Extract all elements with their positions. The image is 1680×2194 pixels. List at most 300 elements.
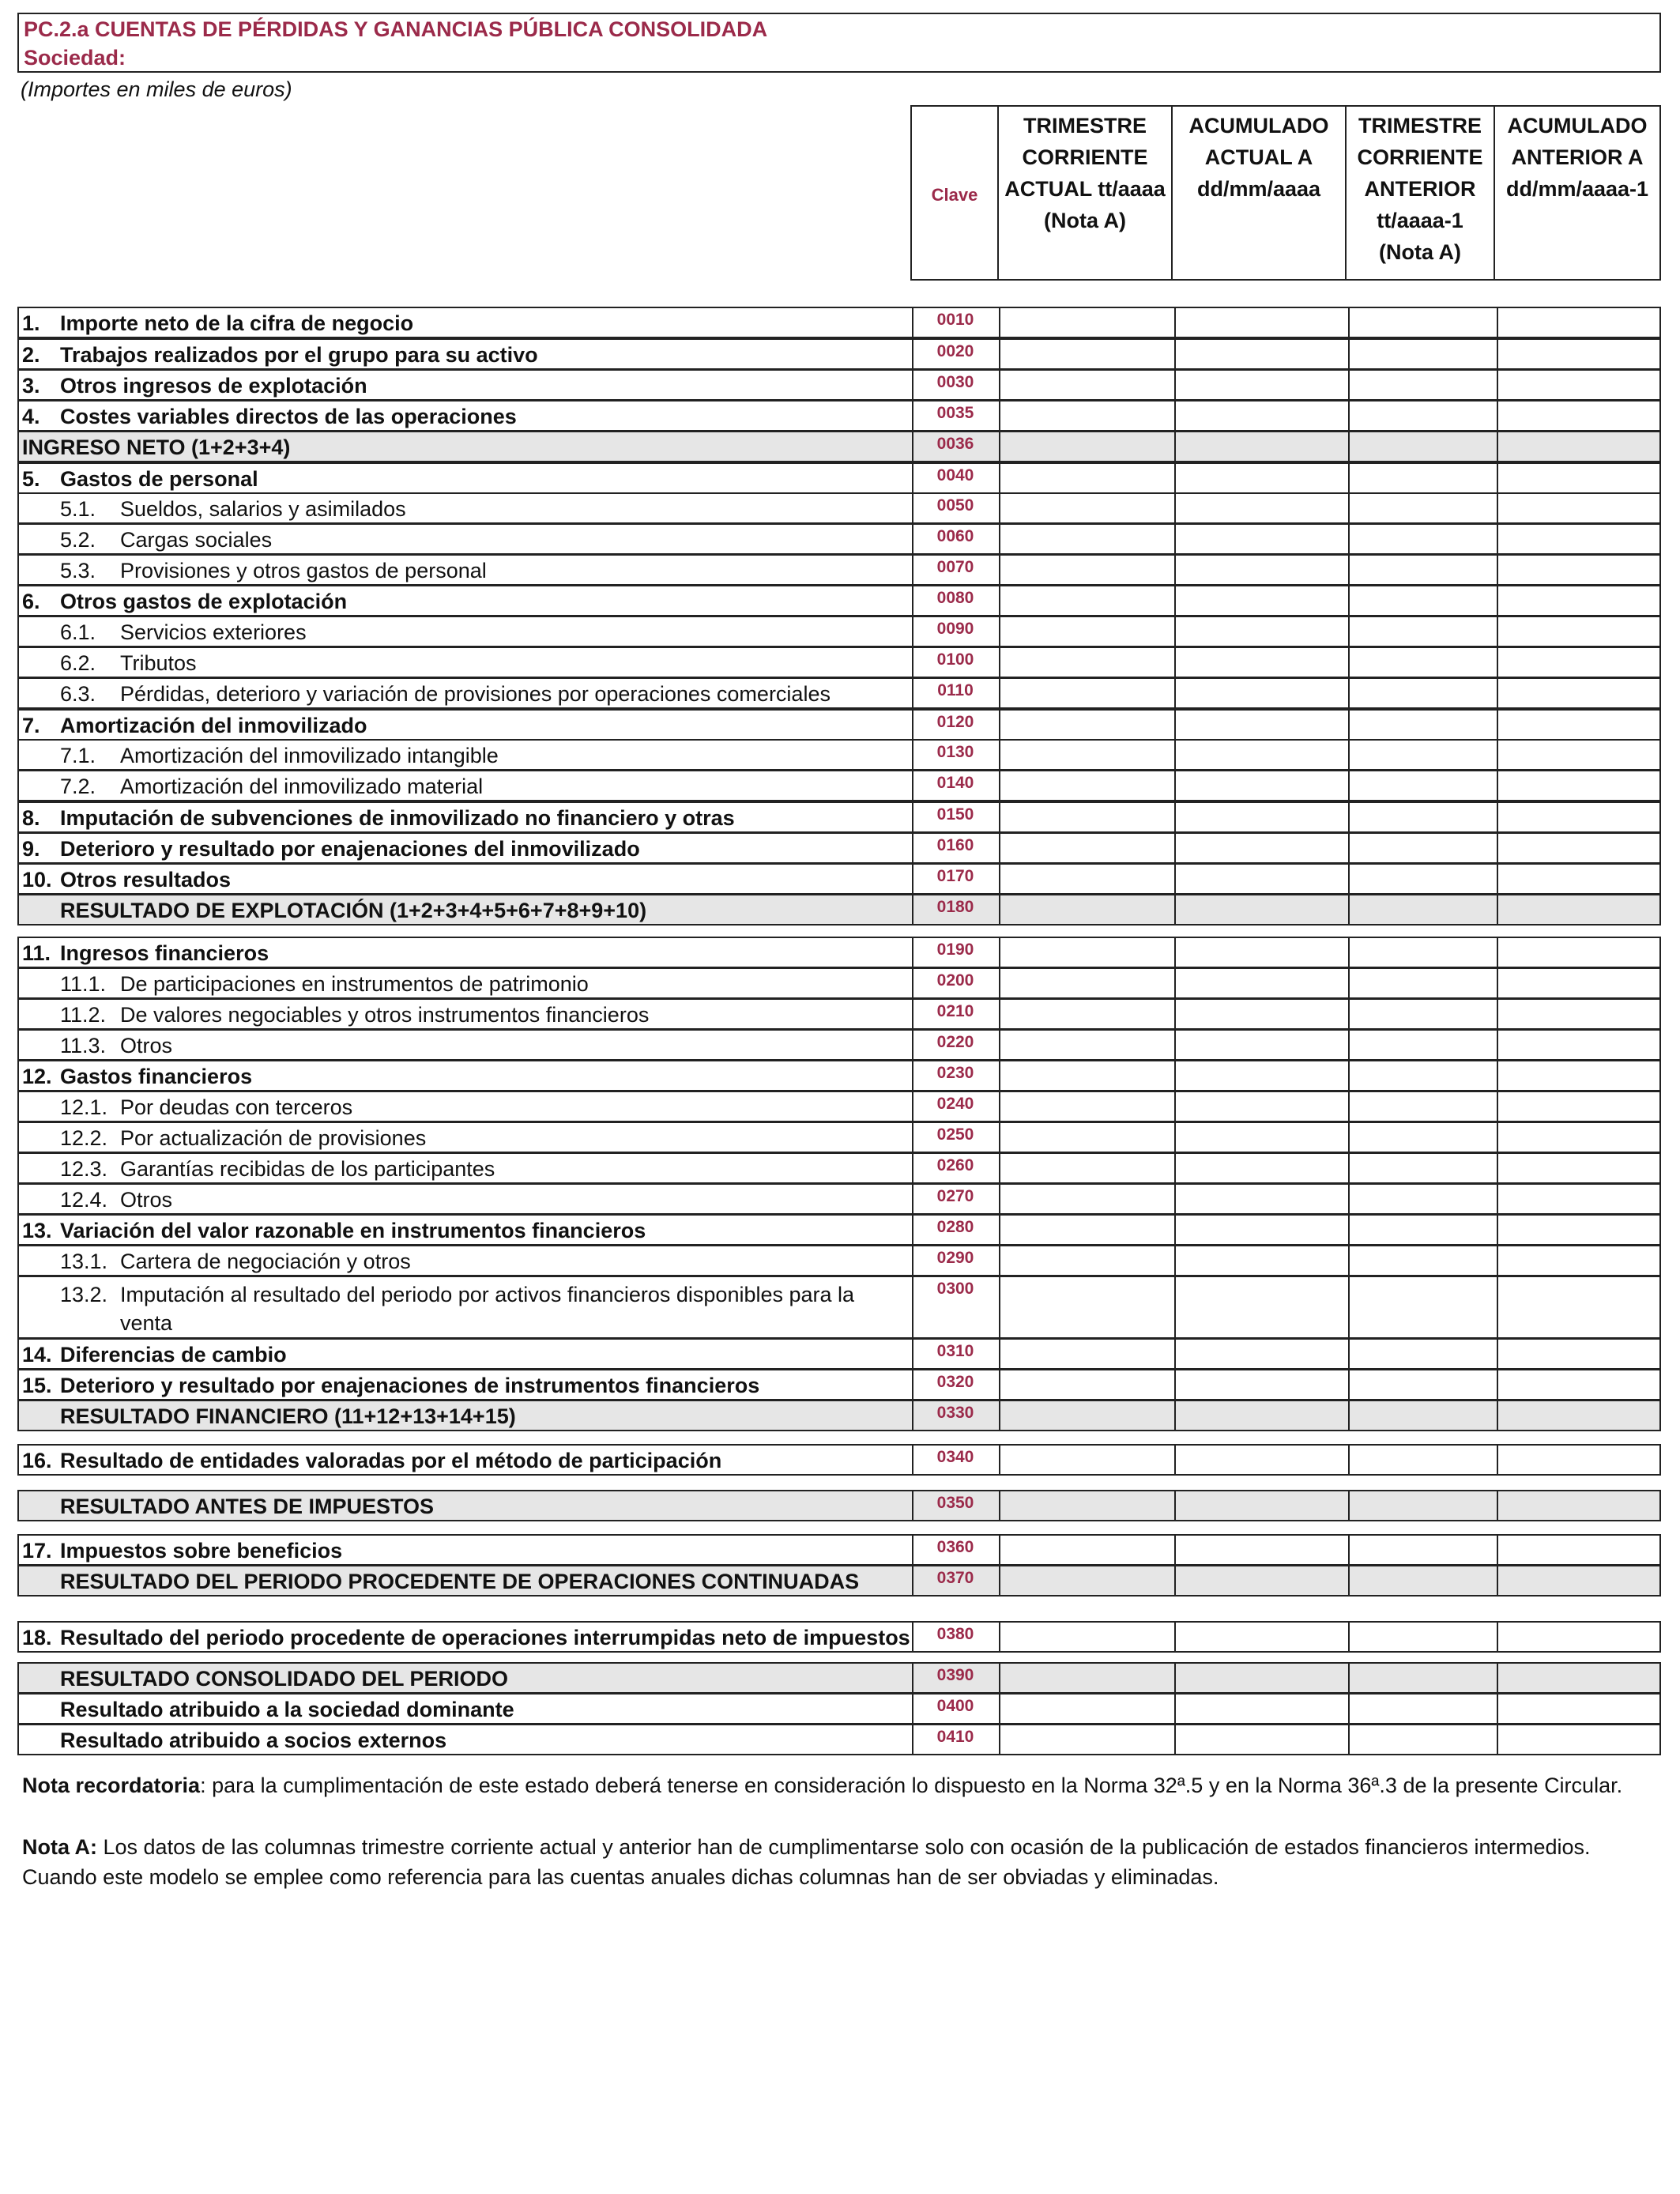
table-row	[17, 1369, 1661, 1400]
table-row	[17, 1060, 1661, 1091]
value-cell[interactable]	[1497, 679, 1661, 707]
col-header-line: dd/mm/aaaa	[1196, 177, 1321, 201]
row-label	[60, 1250, 411, 1274]
column-header-clave: Clave	[910, 105, 999, 281]
value-cell[interactable]	[999, 1031, 1174, 1059]
value-cell[interactable]	[1174, 494, 1348, 522]
row-text: Deterioro y resultado por enajenaciones del inmovilizado	[60, 837, 640, 861]
col-header-line: ACUMULADO	[1507, 114, 1648, 138]
nota-a	[22, 1832, 1591, 1862]
row-label	[60, 1003, 649, 1027]
row-text: Diferencias de cambio	[60, 1343, 287, 1367]
row-code: 0140	[936, 774, 974, 792]
value-cell[interactable]	[1497, 1695, 1661, 1723]
value-cell[interactable]	[999, 865, 1174, 893]
col-header-line: ACTUAL A	[1204, 145, 1313, 169]
value-cell[interactable]	[1348, 865, 1497, 893]
table-row	[17, 1214, 1661, 1246]
value-cell[interactable]	[1348, 1370, 1497, 1399]
col-header-line: ACTUAL tt/aaaa	[1004, 177, 1166, 201]
value-cell[interactable]	[999, 741, 1174, 769]
value-cell[interactable]	[1174, 1340, 1348, 1368]
value-cell[interactable]	[1497, 1340, 1661, 1368]
row-code: 0050	[936, 496, 974, 515]
row-text: Deterioro y resultado por enajenaciones de instrumentos financieros	[60, 1374, 760, 1397]
value-cell[interactable]	[1348, 938, 1497, 967]
value-cell[interactable]	[1348, 834, 1497, 862]
value-cell[interactable]	[1348, 1123, 1497, 1152]
value-cell[interactable]	[1497, 1123, 1661, 1152]
value-cell[interactable]	[1348, 1277, 1497, 1337]
value-cell[interactable]	[1348, 340, 1497, 368]
table-row	[17, 801, 1661, 833]
row-text: Cargas sociales	[120, 528, 273, 552]
row-label: RESULTADO FINANCIERO (11+12+13+14+15)	[60, 1404, 516, 1428]
value-cell[interactable]	[1174, 586, 1348, 615]
value-cell[interactable]	[999, 586, 1174, 615]
nota-a-continued: Cuando este modelo se emplee como referencia para las cuentas anuales dichas columnas han de ser obviadas y eliminadas.	[22, 1865, 1219, 1889]
table-row	[17, 554, 1661, 586]
value-cell[interactable]	[1348, 586, 1497, 615]
value-cell[interactable]	[1497, 1623, 1661, 1651]
value-cell[interactable]	[999, 1092, 1174, 1121]
value-cell[interactable]	[1497, 741, 1661, 769]
value-cell[interactable]	[1174, 371, 1348, 399]
row-text: Cartera de negociación y otros	[120, 1250, 411, 1273]
value-cell[interactable]	[1174, 1031, 1348, 1059]
row-number: 5.2.	[60, 528, 96, 552]
value-cell[interactable]	[1497, 895, 1661, 924]
row-label: Resultado atribuido a socios externos	[60, 1728, 447, 1752]
value-cell[interactable]	[999, 969, 1174, 997]
row-text: De valores negociables y otros instrumentos financieros	[120, 1003, 650, 1027]
value-cell[interactable]	[1348, 1566, 1497, 1595]
value-cell[interactable]	[1497, 648, 1661, 677]
value-cell[interactable]	[1174, 1566, 1348, 1595]
value-cell[interactable]	[1348, 1000, 1497, 1028]
value-cell[interactable]	[999, 1216, 1174, 1244]
value-cell[interactable]	[1174, 711, 1348, 739]
value-cell[interactable]	[1497, 1491, 1661, 1520]
value-cell[interactable]	[999, 525, 1174, 553]
value-cell[interactable]	[999, 1154, 1174, 1182]
value-cell[interactable]	[999, 556, 1174, 584]
row-number: 6.2.	[60, 651, 96, 675]
value-cell[interactable]	[999, 401, 1174, 430]
value-cell[interactable]	[1497, 1401, 1661, 1430]
row-number: 8.	[22, 806, 40, 830]
value-cell[interactable]	[1174, 1370, 1348, 1399]
row-code: 0390	[936, 1666, 974, 1684]
table-row	[17, 462, 1661, 494]
row-label: Resultado atribuido a la sociedad dominante	[60, 1698, 514, 1721]
value-cell[interactable]	[1348, 556, 1497, 584]
value-cell[interactable]	[1174, 865, 1348, 893]
value-cell[interactable]	[1174, 648, 1348, 677]
value-cell[interactable]	[999, 1123, 1174, 1152]
value-cell[interactable]	[1348, 1340, 1497, 1368]
value-cell[interactable]	[1497, 617, 1661, 646]
value-cell[interactable]	[1174, 803, 1348, 831]
table-row	[17, 739, 1661, 771]
value-cell[interactable]	[999, 1664, 1174, 1692]
value-cell[interactable]	[1348, 1031, 1497, 1059]
value-cell[interactable]	[999, 1623, 1174, 1651]
value-cell[interactable]	[1348, 1664, 1497, 1692]
col-header-line: tt/aaaa-1	[1377, 209, 1463, 232]
row-text: Amortización del inmovilizado intangible	[120, 744, 499, 767]
value-cell[interactable]	[1348, 648, 1497, 677]
row-text: De participaciones en instrumentos de patrimonio	[120, 972, 589, 996]
value-cell[interactable]	[1174, 1623, 1348, 1651]
row-label	[60, 1095, 352, 1120]
title-box	[17, 13, 1661, 73]
row-code: 0260	[936, 1156, 974, 1174]
row-code: 0300	[936, 1280, 974, 1298]
value-cell[interactable]	[999, 834, 1174, 862]
value-cell[interactable]	[1174, 432, 1348, 461]
row-label	[22, 590, 347, 614]
value-cell[interactable]	[1348, 494, 1497, 522]
table-row	[17, 1621, 1661, 1653]
row-number: 12.3.	[60, 1157, 108, 1181]
value-cell[interactable]	[1174, 969, 1348, 997]
table-row	[17, 1490, 1661, 1521]
value-cell[interactable]	[1174, 938, 1348, 967]
row-label	[60, 1157, 495, 1182]
row-code: 0060	[936, 527, 974, 545]
value-cell[interactable]	[1497, 371, 1661, 399]
value-cell[interactable]	[999, 1566, 1174, 1595]
value-cell[interactable]	[1174, 1061, 1348, 1090]
value-cell[interactable]	[1348, 432, 1497, 461]
row-label	[60, 972, 589, 997]
row-label	[22, 1219, 646, 1243]
value-cell[interactable]	[1348, 1154, 1497, 1182]
value-cell[interactable]	[1497, 803, 1661, 831]
row-label	[60, 744, 499, 768]
row-code: 0010	[936, 311, 974, 329]
value-cell[interactable]	[1348, 771, 1497, 800]
row-code: 0270	[936, 1187, 974, 1205]
row-label	[22, 467, 258, 492]
value-cell[interactable]	[1174, 1246, 1348, 1275]
value-cell[interactable]	[1348, 969, 1497, 997]
value-cell[interactable]	[1497, 340, 1661, 368]
row-label: RESULTADO DE EXPLOTACIÓN (1+2+3+4+5+6+7+8+9+10)	[60, 899, 647, 922]
table-row	[17, 1534, 1661, 1566]
value-cell[interactable]	[1174, 1000, 1348, 1028]
value-cell[interactable]	[999, 371, 1174, 399]
column-header-trimestre-anterior	[1345, 105, 1495, 281]
table-row	[17, 1565, 1661, 1596]
value-cell[interactable]	[1497, 1370, 1661, 1399]
value-cell[interactable]	[999, 803, 1174, 831]
table-row	[17, 338, 1661, 370]
value-cell[interactable]	[1174, 679, 1348, 707]
value-cell[interactable]	[1174, 1216, 1348, 1244]
value-cell[interactable]	[1174, 308, 1348, 337]
row-number: 5.	[22, 467, 40, 491]
value-cell[interactable]	[1348, 1061, 1497, 1090]
row-number: 17.	[22, 1539, 52, 1563]
value-cell[interactable]	[1174, 895, 1348, 924]
value-cell[interactable]	[1348, 1725, 1497, 1754]
row-label	[22, 1539, 342, 1563]
table-row	[17, 1245, 1661, 1276]
value-cell[interactable]	[1348, 308, 1497, 337]
nota-a-label: Nota A:	[22, 1835, 97, 1859]
value-cell[interactable]	[1174, 1401, 1348, 1430]
row-code: 0110	[937, 681, 974, 699]
value-cell[interactable]	[1497, 834, 1661, 862]
value-cell[interactable]	[999, 711, 1174, 739]
value-cell[interactable]	[1497, 1031, 1661, 1059]
value-cell[interactable]	[1497, 1000, 1661, 1028]
value-cell[interactable]	[999, 494, 1174, 522]
value-cell[interactable]	[999, 1246, 1174, 1275]
row-label	[22, 1343, 287, 1367]
column-header-acumulado-actual	[1171, 105, 1347, 281]
table-row	[17, 1091, 1661, 1122]
row-label	[22, 1065, 252, 1089]
value-cell[interactable]	[1497, 432, 1661, 461]
value-cell[interactable]	[999, 617, 1174, 646]
value-cell[interactable]	[1348, 803, 1497, 831]
table-row	[17, 1338, 1661, 1370]
value-cell[interactable]	[1174, 1446, 1348, 1474]
value-cell[interactable]	[1174, 1185, 1348, 1213]
value-cell[interactable]	[1348, 1246, 1497, 1275]
value-cell[interactable]	[1497, 865, 1661, 893]
row-number: 12.	[22, 1065, 52, 1088]
value-cell[interactable]	[999, 1536, 1174, 1564]
value-cell[interactable]	[999, 1000, 1174, 1028]
value-cell[interactable]	[999, 308, 1174, 337]
row-code: 0290	[936, 1249, 974, 1267]
col-header-line: CORRIENTE	[1022, 145, 1148, 169]
value-cell[interactable]	[1348, 1446, 1497, 1474]
table-row	[17, 492, 1661, 524]
value-cell[interactable]	[1174, 1491, 1348, 1520]
value-cell[interactable]	[1497, 938, 1661, 967]
value-cell[interactable]	[1497, 1185, 1661, 1213]
value-cell[interactable]	[1348, 1491, 1497, 1520]
row-code: 0240	[936, 1095, 974, 1113]
value-cell[interactable]	[999, 1185, 1174, 1213]
value-cell[interactable]	[999, 895, 1174, 924]
value-cell[interactable]	[1348, 401, 1497, 430]
row-number: 5.3.	[60, 559, 96, 582]
row-number: 13.1.	[60, 1250, 108, 1273]
row-number: 15.	[22, 1374, 52, 1397]
row-number: 2.	[22, 343, 40, 367]
value-cell[interactable]	[1174, 1536, 1348, 1564]
value-cell[interactable]	[999, 1370, 1174, 1399]
value-cell[interactable]	[1348, 741, 1497, 769]
value-cell[interactable]	[1174, 525, 1348, 553]
value-cell[interactable]	[999, 340, 1174, 368]
value-cell[interactable]	[1174, 617, 1348, 646]
row-code: 0170	[936, 867, 974, 885]
value-cell[interactable]	[1497, 586, 1661, 615]
value-cell[interactable]	[1174, 1725, 1348, 1754]
row-number: 7.1.	[60, 744, 96, 767]
row-code: 0360	[936, 1538, 974, 1556]
value-cell[interactable]	[999, 432, 1174, 461]
row-text: Imputación de subvenciones de inmovilizado no financiero y otras	[60, 806, 735, 830]
value-cell[interactable]	[999, 1491, 1174, 1520]
row-label	[22, 405, 517, 429]
value-cell[interactable]	[1348, 371, 1497, 399]
value-cell[interactable]	[1348, 464, 1497, 492]
row-text: Impuestos sobre beneficios	[60, 1539, 343, 1563]
value-cell[interactable]	[1497, 556, 1661, 584]
table-row	[17, 647, 1661, 678]
value-cell[interactable]	[1348, 895, 1497, 924]
row-text: Tributos	[120, 651, 197, 675]
table-row	[17, 677, 1661, 709]
row-code: 0035	[936, 404, 974, 422]
value-cell[interactable]	[1174, 1092, 1348, 1121]
table-row	[17, 998, 1661, 1030]
value-cell[interactable]	[1348, 617, 1497, 646]
row-code: 0400	[936, 1697, 974, 1715]
value-cell[interactable]	[1174, 1664, 1348, 1692]
value-cell[interactable]	[1497, 1664, 1661, 1692]
value-cell[interactable]	[999, 1695, 1174, 1723]
table-row	[17, 616, 1661, 647]
value-cell[interactable]	[1174, 771, 1348, 800]
value-cell[interactable]	[1348, 1536, 1497, 1564]
table-row	[17, 523, 1661, 555]
row-label	[60, 1280, 906, 1337]
row-label	[22, 806, 735, 831]
value-cell[interactable]	[1174, 834, 1348, 862]
value-cell[interactable]	[999, 648, 1174, 677]
value-cell[interactable]	[1497, 494, 1661, 522]
col-header-line: (Nota A)	[1044, 209, 1126, 232]
value-cell[interactable]	[1174, 1154, 1348, 1182]
row-label	[22, 1374, 759, 1398]
value-cell[interactable]	[1174, 401, 1348, 430]
value-cell[interactable]	[1174, 1695, 1348, 1723]
table-row	[17, 585, 1661, 616]
column-header-acumulado-anterior	[1494, 105, 1661, 281]
row-number: 5.1.	[60, 497, 96, 521]
value-cell[interactable]	[1174, 340, 1348, 368]
value-cell[interactable]	[999, 771, 1174, 800]
value-cell[interactable]	[1348, 525, 1497, 553]
row-number: 10.	[22, 868, 52, 892]
value-cell[interactable]	[999, 1340, 1174, 1368]
value-cell[interactable]	[1348, 1401, 1497, 1430]
row-text: Otros resultados	[60, 868, 232, 892]
value-cell[interactable]	[1497, 1216, 1661, 1244]
value-cell[interactable]	[1348, 1216, 1497, 1244]
table-row	[17, 770, 1661, 801]
value-cell[interactable]	[999, 1061, 1174, 1090]
value-cell[interactable]	[1348, 711, 1497, 739]
row-text: Importe neto de la cifra de negocio	[60, 311, 414, 335]
value-cell[interactable]	[1497, 1536, 1661, 1564]
value-cell[interactable]	[1174, 556, 1348, 584]
value-cell[interactable]	[1497, 1725, 1661, 1754]
value-cell[interactable]	[1497, 711, 1661, 739]
value-cell[interactable]	[1348, 679, 1497, 707]
value-cell[interactable]	[1497, 401, 1661, 430]
value-cell[interactable]	[1348, 1185, 1497, 1213]
value-cell[interactable]	[999, 464, 1174, 492]
row-text: Costes variables directos de las operaciones	[60, 405, 517, 428]
row-code: 0100	[936, 650, 974, 669]
row-label	[60, 682, 831, 707]
col-header-line: (Nota A)	[1379, 240, 1461, 264]
value-cell[interactable]	[1174, 1277, 1348, 1337]
row-code: 0036	[936, 435, 974, 453]
value-cell[interactable]	[999, 938, 1174, 967]
row-number: 6.1.	[60, 620, 96, 644]
row-code: 0090	[936, 620, 974, 638]
value-cell[interactable]	[1174, 464, 1348, 492]
value-cell[interactable]	[1497, 771, 1661, 800]
row-number: 7.2.	[60, 775, 96, 798]
value-cell[interactable]	[1174, 1123, 1348, 1152]
value-cell[interactable]	[1348, 1092, 1497, 1121]
table-row	[17, 1152, 1661, 1184]
value-cell[interactable]	[1348, 1623, 1497, 1651]
row-text: Trabajos realizados por el grupo para su activo	[60, 343, 538, 367]
value-cell[interactable]	[1497, 1092, 1661, 1121]
row-code: 0210	[936, 1002, 974, 1020]
row-text: Gastos de personal	[60, 467, 258, 491]
row-label	[22, 343, 538, 368]
row-code: 0220	[936, 1033, 974, 1051]
page-title: PC.2.a CUENTAS DE PÉRDIDAS Y GANANCIAS PÚBLICA CONSOLIDADA	[24, 17, 768, 41]
row-number: 13.	[22, 1219, 52, 1242]
col-header-line: TRIMESTRE	[1023, 114, 1147, 138]
value-cell[interactable]	[1174, 741, 1348, 769]
value-cell[interactable]	[1497, 525, 1661, 553]
value-cell[interactable]	[1497, 1277, 1661, 1337]
col-header-line: ANTERIOR A	[1511, 145, 1644, 169]
row-text: Otros	[120, 1188, 173, 1212]
value-cell[interactable]	[999, 1277, 1174, 1337]
value-cell[interactable]	[1497, 1446, 1661, 1474]
table-row	[17, 863, 1661, 895]
value-cell[interactable]	[1497, 464, 1661, 492]
value-cell[interactable]	[1497, 1566, 1661, 1595]
value-cell[interactable]	[1497, 1061, 1661, 1090]
table-row	[17, 1029, 1661, 1061]
value-cell[interactable]	[999, 679, 1174, 707]
row-text: Garantías recibidas de los participantes	[120, 1157, 495, 1181]
row-text: Por actualización de provisiones	[120, 1126, 427, 1150]
value-cell[interactable]	[1497, 969, 1661, 997]
sociedad-label: Sociedad:	[24, 46, 126, 70]
table-row	[17, 967, 1661, 999]
value-cell[interactable]	[999, 1725, 1174, 1754]
value-cell[interactable]	[1497, 1154, 1661, 1182]
value-cell[interactable]	[999, 1446, 1174, 1474]
row-label	[60, 1188, 172, 1212]
value-cell[interactable]	[1497, 308, 1661, 337]
value-cell[interactable]	[1497, 1246, 1661, 1275]
row-code: 0130	[936, 743, 974, 761]
value-cell[interactable]	[1348, 1695, 1497, 1723]
value-cell[interactable]	[999, 1401, 1174, 1430]
row-code: 0380	[936, 1625, 974, 1643]
